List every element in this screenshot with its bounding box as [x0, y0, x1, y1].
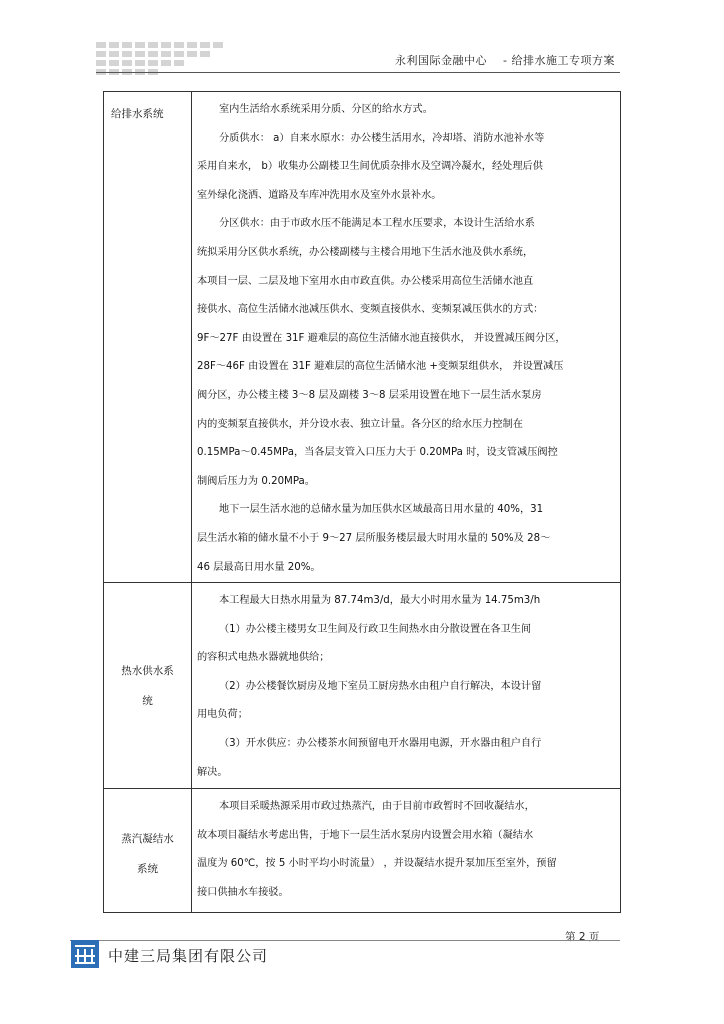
table-row [104, 583, 621, 789]
text-line: 层生活水箱的储水量不小于 9～27 层所服务楼层最大时用水量的 50%及 28～ [197, 532, 551, 544]
content-table [103, 91, 621, 913]
text-line: 28F～46F 由设置在 31F 避难层的高位生活储水池 +变频泵组供水， 并设置减压 [197, 361, 564, 373]
text-line: 0.15MPa～0.45MPa，当各层支管入口压力大于 0.20MPa 时，设支管减压阀控 [197, 447, 558, 459]
text-line: 本工程最大日热水用量为 87.74m3/d，最大小时用水量为 14.75m3/h [219, 595, 541, 607]
text-line: 制阀后压力为 0.20MPa。 [197, 475, 315, 487]
company-name: 中建三局集团有限公司 [108, 947, 269, 965]
text-line: 46 层最高日用水量 20%。 [197, 561, 321, 573]
text-line: 故本项目凝结水考虑出售，于地下一层生活水泵房内设置会用水箱（凝结水 [197, 829, 534, 841]
section-label [104, 583, 192, 789]
text-line: 统拟采用分区供水系统，办公楼副楼与主楼合用地下生活水池及供水系统， [197, 246, 534, 258]
table-row [104, 92, 621, 583]
section-label: 给排水系统 [104, 92, 192, 583]
section-label-line: 统 [142, 694, 153, 707]
text-line: （1）办公楼主楼男女卫生间及行政卫生间热水由分散设置在各卫生间 [219, 623, 532, 635]
text-line: （2）办公楼餐饮厨房及地下室员工厨房热水由租户自行解决，本设计留 [219, 680, 542, 692]
text-line: 室外绿化浇洒、道路及车库冲洗用水及室外水景补水。 [197, 189, 442, 201]
header-divider [96, 72, 620, 73]
text-line: 的容积式电热水器就地供给； [197, 652, 330, 664]
text-line: 本项目采暖热源采用市政过热蒸汽，由于目前市政暂时不回收凝结水， [219, 801, 535, 813]
text-line: 解决。 [197, 766, 228, 778]
section-content [192, 92, 621, 583]
text-line: 阀分区，办公楼主楼 3～8 层及副楼 3～8 层采用设置在地下一层生活水泵房 [197, 389, 542, 401]
text-line: 接口供抽水车接驳。 [197, 886, 289, 898]
text-line: 温度为 60℃，按 5 小时平均小时流量） ，并设凝结水提升泵加压至室外，预留 [197, 858, 557, 870]
section-label-line: 系统 [137, 863, 158, 876]
text-line: 用电负荷； [197, 709, 248, 721]
text-line: 地下一层生活水池的总储水量为加压供水区域最高日用水量的 40%，31 [219, 504, 544, 516]
section-label-line: 热水供水系 [121, 664, 174, 677]
text-line: 室内生活给水系统采用分质、分区的给水方式。 [219, 104, 433, 115]
header-title: 永利国际金融中心 - 给排水施工专项方案 [395, 54, 615, 67]
company-logo-icon [71, 940, 99, 968]
text-line: 分区供水：由于市政水压不能满足本工程水压要求，本设计生活给水系 [219, 218, 535, 230]
table-row [104, 789, 621, 913]
section-content [192, 789, 621, 913]
section-label [104, 789, 192, 913]
text-line: 本项目一层、二层及地下室用水由市政直供。办公楼采用高位生活储水池直 [197, 275, 534, 287]
text-line: 内的变频泵直接供水，并分设水表、独立计量。各分区的给水压力控制在 [197, 418, 523, 430]
text-line: 采用自来水， b）收集办公副楼卫生间优质杂排水及空调冷凝水，经处理后供 [197, 161, 543, 173]
section-label-line: 蒸汽凝结水 [121, 833, 174, 846]
page-number: 第 2 页 [565, 931, 600, 943]
text-line: （3）开水供应：办公楼茶水间预留电开水器用电源，开水器由租户自行 [219, 738, 542, 750]
text-line: 接供水、高位生活储水池减压供水、变频直接供水、变频泵减压供水的方式： [197, 304, 544, 316]
text-line: 分质供水： a）自来水原水：办公楼生活用水，冷却塔、消防水池补水等 [219, 132, 545, 144]
footer-divider [70, 940, 620, 941]
text-line: 9F～27F 由设置在 31F 避难层的高位生活储水池直接供水， 并设置减压阀分区， [197, 332, 566, 344]
section-content [192, 583, 621, 789]
